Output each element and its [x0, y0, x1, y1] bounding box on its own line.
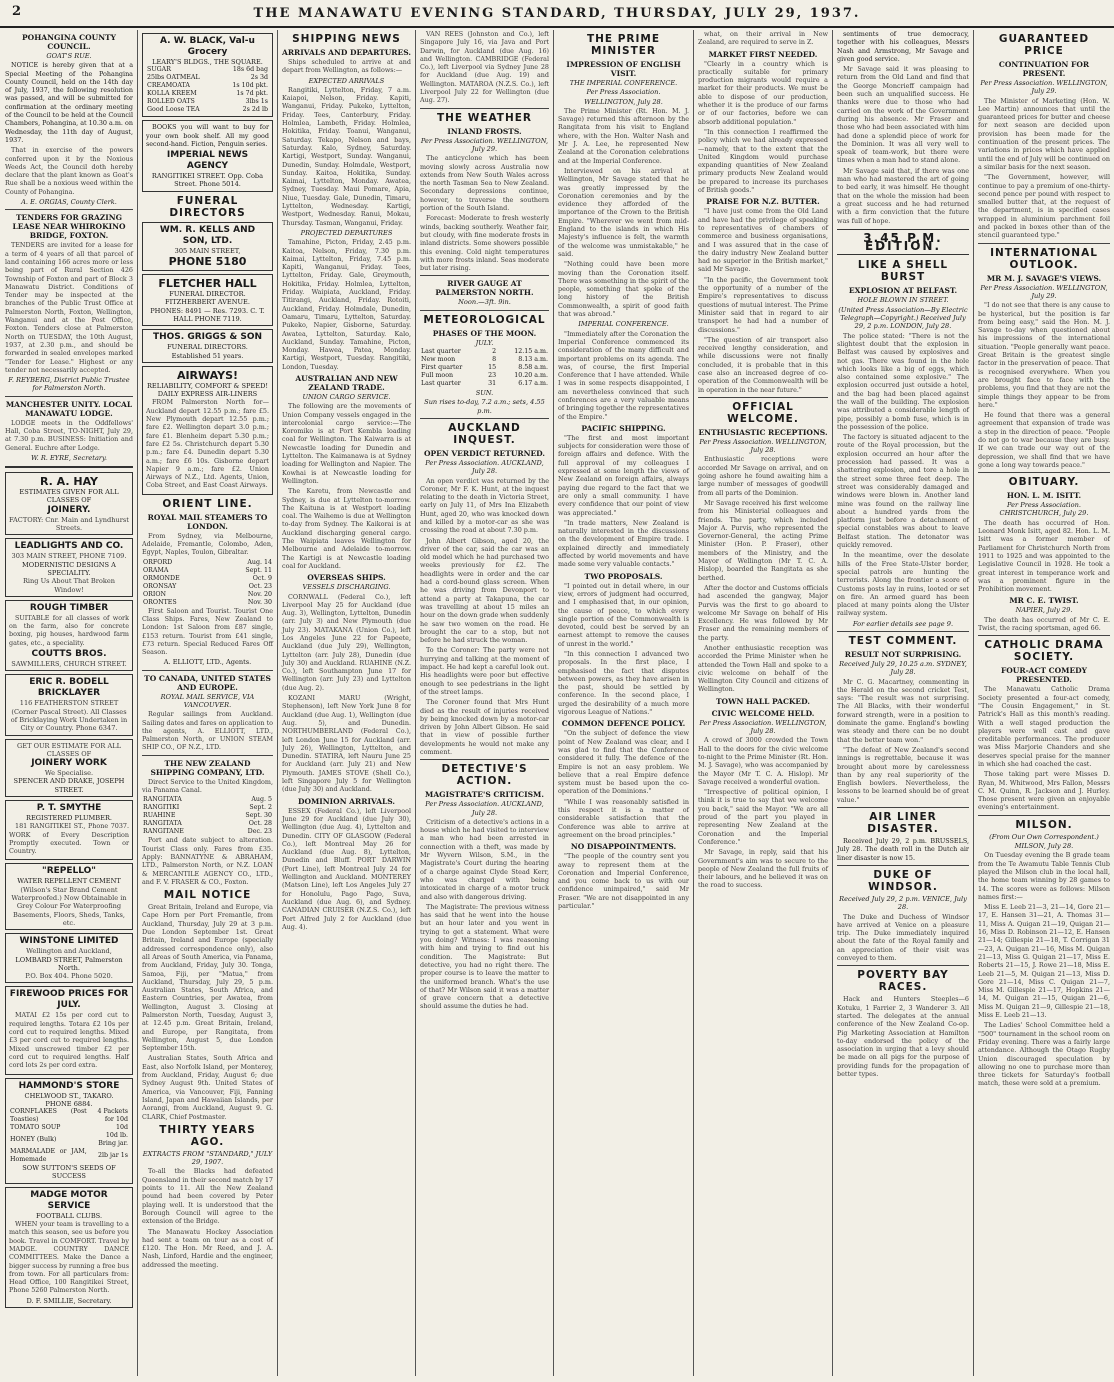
prime-heading: THE PRIME MINISTER — [586, 33, 661, 57]
seeds-slogan: SOW SUTTON'S SEEDS OF SUCCESS — [22, 1164, 116, 1181]
tenders-heading: TENDERS FOR GRAZING LEASE NEAR WHIROKINO BRIDGE, FOXTON. — [12, 213, 126, 241]
continuation-heading: CONTINUATION FOR PRESENT. — [998, 60, 1090, 78]
table-row — [420, 364, 549, 372]
overseas-heading: OVERSEAS SHIPS. — [307, 573, 386, 583]
kells-address: 305 MAIN STREET, — [174, 246, 241, 255]
ship-name: RUAHINE — [143, 812, 176, 820]
griggs-established: Established 51 years. — [171, 351, 244, 360]
hammond-phone: PHONE 6884. — [45, 1099, 93, 1108]
ship-name: RANGITANE — [143, 828, 184, 836]
item-price: 10d — [115, 1124, 128, 1132]
sentiments-text: sentiments of true democracy, together with his colleagues, Messrs Nash and Armstrong, Mr Savage and given good service. — [837, 30, 969, 63]
moon-phase: Full moon — [421, 372, 454, 380]
inquest-sub: OPEN VERDICT RETURNED. — [423, 448, 546, 458]
column-5: THE PRIME MINISTER IMPRESSION OF ENGLISH VISIT. THE IMPERIAL CONFERENCE. Per Press Association. WELLINGTON, July 28. The Prime Minister (Rt. Hon. M. J. Savage) returned this afternoon by the Rangitata from his visit to England where, with the Hon. Walter Nash and Mr J. A. Lee, he represented New Zealand at the Coronation celebrations and at the Imperial Conference. Interviewed on his arrival at Wellington, Mr Savage stated that he was greatly impressed by the Coronation ceremonies and by the evidence they afforded of the importance of the Crown to the British Empire. "Wherever we went from mid-England to the islands in which His Majesty's influence is felt, the warmth of the welcome was unmistakable," he said. "Nothing could have been more moving than the Coronation itself. There was something in the spirit of the people, something that spoke of the long history of the British Commonwealth, a spirit of good faith that was abroad." IMPERIAL CONFERENCE. "Immediately after the Coronation the Imperial Conference commenced its consideration of the many difficult and important problems on its agenda. The was, of course, the first Imperial Conference that I have attended. While I was in some respects disappointed, I am nevertheless convinced that such conferences are a very valuable means of bringing together the representatives of the Empire." PACIFIC SHIPPING. "The first and most important subjects for consideration were those of foreign affairs and defence. With the full approval of my colleagues I expressed at some length the views of New Zealand on foreign affairs, always paying due regard to the fact that we are only a small community. I have every confidence that our point of view was appreciated." "In trade matters, New Zealand is naturally interested in the discussions on the development of Empire trade. I explained directly and immediately affected by world movements and have made some very valuable contacts." TWO PROPOSALS. "I pointed out in detail where, in our view, errors of judgment had occurred, and I emphasised that, in our opinion, the cause of peace, to which every single portion of the Commonwealth is devoted, could best be served by an earnest attempt to remove the causes of unrest in the world." "In this connection I advanced two proposals. In the first place, I emphasised the fact that disputes between powers, as they have arisen in the past, should be settled by conference. In the second place, I urged the desirability of a much more vigorous League of Nations." COMMON DEFENCE POLICY. "On the subject of defence the view point of New Zealand was clear, and I was glad to find that the Conference considered it fully. The defence of the Empire is not an easy problem. We believe that a real Empire defence system must be based upon the co-operation of the Dominions." "While I was reasonably satisfied in this respect it is a matter of considerable satisfaction that the Conference was able to arrive at agreement on the broad principles." NO DISAPPOINTMENTS. "The people of the country sent you away to represent them at the Coronation and Imperial Conference, and you come back to us with our confidence unimpaired," said Mr Fraser. "We are not disappointed in any particular." — [558, 33, 689, 911]
savage-views-heading: MR M. J. SAVAGE'S VIEWS. — [986, 273, 1102, 283]
dateline: WELLINGTON, July 28. — [584, 97, 663, 106]
item-price: 3lbs 1s — [245, 98, 268, 106]
column-3: SHIPPING NEWS ARRIVALS AND DEPARTURES. Ships scheduled to arrive at and depart from Wellington, as follows:— EXPECTED ARRIVALS Rangitiki, Lyttelton, Friday, 7 a.m. Kaiapoi, Nelson, Friday. Kapiti, Wanganui, Friday. Pukeko, Lyttelton, Friday. Tees, Canterbury, Friday. Holmlea, Lambeth, Friday. Holmlea, Hokitika, Friday. Toanui, Wanganui, Saturday. Tekapo, Nelson and bays, Saturday. Kalo, Sydney, Saturday. Kartigi, Westport, Sunday. Wanganui, Dunedin, Sunday. Holmdale, Westport, Sunday. Kaitoa, Hokitika, Sunday. Kaimai, Lyttelton, Monday. Awatea, Sydney, Tuesday. Maui Pomare, Apia, Niue, Tuesday. Gale, Dunedin, Timaru, Lyttelton, Wednesday. Kartigi, Westport, Wednesday. Ranui, Mokau, Thursday. Tasman, Wanganui, Friday. PROJECTED DEPARTURES Tamahine, Picton, Friday, 2.45 p.m. Kaitoa, Nelson, Friday, 7.30 p.m. Kaimai, Lyttelton, Friday, 7.45 p.m. Kapiti, Wanganui, Friday. Tees, Lyttelton, Friday. Gale, Greymouth, Hokitika, Friday. Holmlea, Lyttelton, Friday. Waipiata, Auckland, Friday. Titirangi, Auckland, Friday. Rotoiti, Auckland, Friday. Holmdale, Dunedin, Oamaru, Timaru, Lyttelton, Saturday. Pukeko, Napier, Gisborne, Saturday. Awatea, Lyttelton, Saturday. Kalo, Auckland, Sunday. Tamahine, Picton, Monday. Hawea, Patea, Monday. Kartigi, Westport, Tuesday. Rangitiki, London, Tuesday. AUSTRALIAN AND NEW ZEALAND TRADE. UNION CARGO SERVICE. The following are the movements of Union Company vessels engaged in the intercolonial cargo service:—The Koromiko is at Port Kembla loading coal for Wellington. The Kaiwarra is at Newcastle loading for Dunedin and Lyttelton. The Kaimanawa is at Sydney loading for Wellington and Napier. The Kowhai is at Newcastle loading for Wellington. The Karetu, from Newcastle and Sydney, is due at Lyttelton to-morrow. The Kaituna is at Westport loading coal. The Waihemo is due at Wellington to-day from Sydney. The Kaikorai is at Auckland discharging general cargo. The Waipiata leaves Wellington for Melbourne and Adelaide to-morrow. The Kartigi is at Newcastle loading coal for Auckland. OVERSEAS SHIPS. VESSELS DISCHARGING. CORNWALL (Federal Co.), left Liverpool May 25 for Auckland (due Aug. 3), Wellington, Lyttelton, Dunedin (arr. July 3) and New Plymouth (due July 23). MATAKANA (Union Co.), left Los Angeles June 22 for Papeete, Auckland (due July 29), Wellington, Lyttelton (arr. July 28), Dunedin (due July 30) and Auckland. RUAHINE (N.Z. Co.), left Southampton June 17 for Wellington (arr. July 23) and Lyttelton (due Aug. 2). KOZANI MARU (Wright, Stephenson), left New York June 8 for Auckland (due Aug. 1), Wellington (due Aug. 5), and Dunedin. NORTHUMBERLAND (Federal Co.), left London June 15 for Auckland (arr. July 26), Wellington, Lyttelton, and Dunedin. STATIRA, left Nauru June 25 for Auckland (arr. July 21) and New Plymouth. JAMES STOVE (Shell Co.), left Singapore July 5 for Wellington (due July 30) and Auckland. DOMINION ARRIVALS. ESSEX (Federal Co.), left Liverpool June 29 for Auckland (due July 30), Wellington (due Aug. 4), Lyttelton and Dunedin. CITY OF GLASGOW (Federal Co.), left Montreal May 26 for Auckland (due Aug. 8), Lyttelton, Dunedin and Bluff. PORT DARWIN (Port Line), left Montreal July 24 for Wellington and Auckland. MONTEREY (Matson Line), left Los Angeles July 27 for Honolulu, Pago Pago, Suva, Auckland (due Aug. 6), and Sydney. CANADIAN CRUISER (N.Z.S. Co.), left Port Alfred July 2 for Auckland (due Aug. 4). — [282, 33, 412, 931]
repello-name: "REPELLO" — [42, 866, 96, 877]
table-row — [142, 559, 273, 567]
smythe-trade: REGISTERED PLUMBER. — [25, 814, 113, 822]
ship-name: ORFORD — [143, 558, 173, 566]
bricklayer-title: BRICKLAYER — [37, 688, 101, 699]
column-rule — [415, 30, 416, 1376]
list-item — [9, 1124, 129, 1132]
council-sign: A. E. ORGIAS, County Clerk. — [21, 198, 117, 207]
masthead — [0, 0, 1114, 28]
table-row — [142, 591, 273, 599]
dominion-heading: DOMINION ARRIVALS. — [297, 796, 396, 806]
item-name: HONEY (Bulk) — [10, 1136, 57, 1144]
test-heading: TEST COMMENT. — [848, 635, 958, 647]
hammond-sub: CHELWOOD ST., TAKARO. — [24, 1091, 114, 1100]
hammond-name: HAMMOND'S STORE — [18, 1080, 120, 1091]
item-price: 1s 7d pkt. — [236, 90, 268, 98]
unity-heading: MANCHESTER UNITY. LOCAL MANAWATU LODGE. — [5, 399, 133, 418]
sail-date: Oct. 28 — [248, 820, 272, 828]
elliott-agents: A. ELLIOTT, LTD., Agents. — [163, 658, 252, 667]
no-disappointments-heading: NO DISAPPOINTMENTS. — [570, 842, 677, 852]
ship-name: ORONSAY — [143, 582, 177, 590]
imperial-agency: IMPERIAL NEWS AGENCY — [166, 150, 249, 172]
guaranteed-heading: GUARANTEED PRICE — [998, 33, 1090, 57]
arrivals-heading: ARRIVALS AND DEPARTURES. — [282, 48, 412, 57]
airways-sub: RELIABILITY, COMFORT & SPEED! DAILY EXPRESS AIR-LINERS — [146, 381, 269, 399]
two-proposals-heading: TWO PROPOSALS. — [584, 571, 663, 581]
town-hall-heading: TOWN HALL PACKED. — [715, 696, 811, 706]
table-row — [142, 583, 273, 591]
river-heading: RIVER GAUGE AT PALMERSTON NORTH. — [435, 279, 534, 298]
council-heading: POHANGINA COUNTY COUNCIL. — [22, 33, 116, 51]
milson-heading: MILSON. — [1015, 818, 1073, 831]
mail-heading: MAIL NOTICE — [163, 889, 252, 902]
orient-sub: ROYAL MAIL STEAMERS TO LONDON. — [147, 512, 268, 531]
madge-name: MADGE MOTOR SERVICE — [30, 1189, 108, 1211]
praise-heading: PRAISE FOR N.Z. BUTTER. — [706, 197, 820, 207]
madge-sub: FOOTBALL CLUBS. — [35, 1211, 103, 1220]
shipping-heading: SHIPPING NEWS — [292, 33, 401, 45]
table-row — [142, 820, 273, 828]
hay-line: ESTIMATES GIVEN FOR ALL CLASSES OF — [19, 488, 119, 505]
hay-name: R. A. HAY — [39, 475, 99, 489]
funeral-heading: FUNERAL DIRECTORS — [169, 194, 246, 219]
vessels-heading: VESSELS DISCHARGING. — [302, 583, 391, 592]
list-item — [146, 106, 269, 114]
pacific-heading: PACIFIC SHIPPING. — [581, 423, 666, 433]
table-row — [142, 828, 273, 836]
unity-sign: W. R. EYRE, Secretary. — [31, 453, 107, 462]
sail-date: Dec. 23 — [247, 828, 272, 836]
moon-phase: First quarter — [421, 364, 463, 372]
table-row — [142, 812, 273, 820]
edition-banner: 3.45 P.M. EDITION. — [837, 229, 969, 256]
table-row — [142, 804, 273, 812]
nzshipping-heading: THE NEW ZEALAND SHIPPING COMPANY, LTD. — [150, 758, 265, 777]
fletcher-name: FLETCHER HALL — [158, 277, 257, 291]
imperial-agency-sub: RANGITIKEI STREET. Opp. Coba Street. Phone 5014. — [151, 172, 264, 189]
moon-day: 31 — [488, 380, 497, 388]
moon-phase: New moon — [421, 356, 456, 364]
fletcher-phones: PHONES: 8491 — Res. 7293. C. T. HALL PHONE 7119. — [150, 306, 265, 323]
impression-heading: IMPRESSION OF ENGLISH VISIT. — [566, 60, 681, 78]
twist-heading: MR C. E. TWIST. — [1009, 596, 1079, 606]
item-price: 10d lb. Bring jar. — [98, 1132, 128, 1148]
sail-date: Sept. 11 — [245, 566, 272, 574]
page-number: 2 — [12, 4, 22, 19]
table-row — [420, 380, 549, 388]
sail-date: Aug. 5 — [251, 796, 272, 804]
column-rule — [137, 30, 138, 1376]
moon-phases-table — [420, 348, 549, 388]
sun-times: Sun rises to-day, 7.2 a.m.; sets, 4.55 p.m. — [424, 398, 545, 415]
orient-heading: ORIENT LINE. — [162, 497, 253, 510]
table-row — [142, 575, 273, 583]
sail-date: Nov. 20 — [247, 590, 272, 598]
air-heading: AIR LINER DISASTER. — [867, 811, 939, 836]
council-notice: NOTICE is hereby given that at a Special Meeting of the Pohangina County Council, held on the 14th day of July, 1937, the following resolution was passed, and will be submitted for confirmation at the ordinary meeting of the Council to be held at the Council Chambers, Pohangina, at 10.30 a.m. on Wednesday, the 11th day of August, 1937. — [5, 61, 133, 144]
column-rule — [693, 30, 694, 1376]
imperial-conference-heading: THE IMPERIAL CONFERENCE. — [569, 79, 678, 87]
firewood-name: FIREWOOD PRICES FOR JULY. — [9, 989, 129, 1011]
ship-name: RANGITIKI — [143, 804, 180, 812]
black-sub: LEARY'S BLDGS., THE SQUARE. — [152, 58, 263, 66]
hole-heading: HOLE BLOWN IN STREET. — [857, 296, 949, 305]
griggs-name: THOS. GRIGGS & SON — [152, 332, 263, 343]
hay-trade: JOINERY. — [47, 504, 91, 515]
canada-sub: ROYAL MAIL SERVICE, VIA VANCOUVER. — [160, 692, 255, 709]
table-row — [420, 356, 549, 364]
ship-name: ORION — [143, 590, 167, 598]
poverty-bay-heading: POVERTY BAY RACES. — [857, 969, 949, 994]
column-rule — [832, 30, 833, 1376]
kells-name: WM. R. KELLS AND SON, LTD. — [159, 224, 256, 246]
item-name: TOMATO SOUP — [10, 1124, 61, 1132]
item-name: Good Loose TEA — [147, 106, 200, 114]
hammond-price-list — [9, 1108, 129, 1164]
item-name: MARMALADE or JAM, Homemade — [10, 1148, 87, 1164]
fletcher-sub: FUNERAL DIRECTOR. FITZHERBERT AVENUE. — [165, 290, 250, 307]
list-item — [146, 90, 269, 98]
thirty-heading: THIRTY YEARS AGO. — [159, 1123, 256, 1148]
list-item — [146, 82, 269, 90]
newspaper-title: THE MANAWATU EVENING STANDARD, THURSDAY, JULY 29, 1937. — [253, 5, 861, 21]
griggs-sub: FUNERAL DIRECTORS. — [167, 343, 248, 352]
item-name: 25lbs OATMEAL — [147, 74, 200, 82]
item-price: 4 Packets for 10d — [97, 1108, 128, 1124]
sail-date: Nov. 30 — [247, 598, 272, 606]
grocery-price-list — [146, 66, 269, 114]
market-heading: MARKET FIRST NEEDED. — [708, 49, 818, 59]
winstone-sub: LOMBARD STREET, Palmerston North. — [15, 955, 123, 972]
shell-burst-heading: LIKE A SHELL BURST — [857, 259, 949, 284]
tenders-sign: F. REYBERG, District Public Trustee for Palmerston North. — [8, 376, 130, 393]
item-price: 2s 2d lb — [242, 106, 268, 114]
expected-heading: EXPECTED ARRIVALS — [308, 76, 385, 85]
common-defence-heading: COMMON DEFENCE POLICY. — [561, 719, 686, 729]
council-subheading: GOAT'S RUE. — [46, 52, 92, 60]
airways-title: AIRWAYS! — [176, 368, 239, 382]
moon-time: 8.58 a.m. — [518, 364, 548, 372]
windsor-heading: DUKE OF WINDSOR. — [868, 868, 938, 893]
sun-label: SUN. — [475, 389, 494, 398]
moon-month: JULY. — [475, 338, 494, 347]
black-name: A. W. BLACK, Val-u Grocery — [160, 36, 255, 57]
sail-date: Sept. 2 — [249, 804, 272, 812]
item-name: CREAMOATA — [147, 82, 190, 90]
detective-heading: DETECTIVE'S ACTION. — [441, 763, 528, 788]
moon-day: 23 — [488, 372, 497, 380]
list-item — [146, 66, 269, 74]
list-item — [9, 1132, 129, 1148]
ship-name: RANGITATA — [143, 820, 182, 828]
nzshipping-sailings — [142, 796, 273, 836]
sail-date: Oct. 9 — [252, 574, 272, 582]
ship-name: ORONTES — [143, 598, 177, 606]
detective-sub: MAGISTRATE'S CRITICISM. — [425, 790, 544, 800]
moon-time: 8.13 a.m. — [518, 356, 548, 364]
union-heading: UNION CARGO SERVICE. — [302, 392, 391, 401]
smythe-name: P. T. SMYTHE — [36, 803, 102, 813]
phases-heading: PHASES OF THE MOON. — [432, 328, 537, 338]
item-price: 1s 10d pkt. — [232, 82, 268, 90]
item-name: SUGAR — [147, 66, 171, 74]
bodell-name: ERIC R. BODELL — [29, 677, 109, 688]
projected-heading: PROJECTED DEPARTURES — [300, 228, 393, 237]
official-welcome-heading: OFFICIAL WELCOME. — [727, 400, 799, 425]
table-row — [420, 372, 549, 380]
list-item — [146, 74, 269, 82]
table-row — [142, 599, 273, 607]
item-price: 2s 3d — [250, 74, 268, 82]
civic-heading: CIVIC WELCOME HELD. — [711, 708, 815, 718]
winstone-name: WINSTONE LIMITED — [19, 936, 119, 947]
column-6: what, on their arrival in New Zealand, are required to serve in Z. MARKET FIRST NEEDED. "Clearly in a country which is practically suitable for primary production migrants would require a market for their products. We must be able to dispose of our production, whether it is the produce of our farms or of our factories, before we can absorb additional population." "In this connection I reaffirmed the policy which we had already expressed—namely, that to the extent that the United Kingdom would purchase expanding quantities of New Zealand primary products New Zealand would be prepared to increase its purchases of British goods." PRAISE FOR N.Z. BUTTER. "I have just come from the Old Land and have had the privilege of speaking to representatives of chambers of commerce and business organisations, and I was assured that in the case of the dairy industry New Zealand butter had no superior in the British market," said Mr Savage. "In the pacific, the Government took the opportunity of a number of the Empire's representatives to discuss questions of mutual interest. The Prime Minister said that in regard to air transport he had had a number of discussions." "The question of air transport also received lengthy consideration, and while discussions were not finally concluded, it is probable that in this case also an increased degree of co-operation of the Commonwealth will be in operation in the near future." OFFICIAL WELCOME. ENTHUSIASTIC RECEPTIONS. Per Press Association. WELLINGTON, July 28. Enthusiastic receptions were accorded Mr Savage on arrival, and on going ashore he found awaiting him a large number of messages of goodwill from all parts of the Dominion. Mr Savage received his first welcome from his Ministerial colleagues and friends. The party, which included Major A. Purvis, who represented the Governor-General, the acting Prime Minister (Hon. P. Fraser), other members of the Ministry, and the Mayor of Wellington (Mr T. C. A. Hislop), boarded the Rangitata as she berthed. After the doctor and Customs officials had ascended the gangway, Major Purvis was the first to go aboard to welcome Mr Savage on behalf of His Excellency. He was followed by Mr Fraser and the remaining members of the party. Another enthusiastic reception was accorded the Prime Minister when he attended the Town Hall and spoke to a civic welcome on behalf of the Wellington City Council and citizens of Wellington. TOWN HALL PACKED. CIVIC WELCOME HELD. Per Press Association. WELLINGTON, July 28. A crowd of 3000 crowded the Town Hall to the doors for the civic welcome to-night to the Prime Minister (Rt. Hon. M. J. Savage), who was accompanied by the Mayor (Mr T. C. A. Hislop). Mr Savage received a wonderful ovation. "Irrespective of political opinion, I think it is true to say that we welcome you back," said the Mayor. "We are all proud of the part you played in representing New Zealand at the Coronation and the Imperial Conference." Mr Savage, in reply, said that his Government's aim was to secure to the people of New Zealand the full fruits of their labours, and he believed it was on the road to success. — [698, 30, 828, 890]
madge-sign: D. F. SMILLIE, Secretary. — [26, 1296, 112, 1305]
leadlights-name: LEADLIGHTS AND CO. — [14, 541, 124, 552]
australian-heading: AUSTRALIAN AND NEW ZEALAND TRADE. — [295, 373, 398, 392]
moon-time: 12.15 a.m. — [514, 348, 548, 356]
air-body: Received July 29, 2 p.m. BRUSSELS, July 28. The death roll in the Dutch air liner disaster is now 15. — [837, 837, 969, 862]
ship-name: ORAMA — [143, 566, 169, 574]
canada-heading: TO CANADA, UNITED STATES AND EUROPE. — [144, 673, 271, 692]
moon-phase: Last quarter — [421, 380, 461, 388]
joinery-work: JOINERY WORK — [31, 758, 107, 769]
timber-name: ROUGH TIMBER — [29, 602, 109, 613]
weather-heading: THE WEATHER — [436, 111, 533, 124]
list-item — [146, 98, 269, 106]
milson-sub: (From Our Own Correspondent.) — [989, 832, 1099, 841]
moon-time: 6.17 a.m. — [518, 380, 548, 388]
column-8: GUARANTEED PRICE CONTINUATION FOR PRESENT. Per Press Association. WELLINGTON, July 29. The Minister of Marketing (Hon. W. Lee Martin) announces that until the guaranteed prices for butter and cheese for next season are decided upon provision has been made for the continuation of the present prices. The variations in prices which have applied until the end of July will be continued on a similar basis for the next season. "The Government, however, will continue to pay a premium of one-thirty-second pence per pound with respect to smalled butter that, at the request of the department, is in specified cases wrapped in aluminium parchment foil and packed in boxes other than of the stencil guaranteed type." INTERNATIONAL OUTLOOK. MR M. J. SAVAGE'S VIEWS. Per Press Association. WELLINGTON, July 29. "I do not see that there is any cause to be hysterical, but the position is far from being easy," said the Hon. M. J. Savage to-day when questioned about his impressions of the international situation. "People generally want peace. Great Britain is the greatest single factor in the preservation of peace. That is recognised everywhere. When you are brought face to face with the problems, you find that they are not the simple things they appear to be from here." He found that there was a general agreement that expansion of trade was a step in the direction of peace. "People do not go to war because they are busy. If we can trade our way out of the depression, we shall find that we have gone a long way towards peace." OBITUARY. HON. L. M. ISITT. Per Press Association. CHRISTCHURCH, July 29. The death has occurred of Hon. Leonard Monk Isitt, aged 82. Hon. L. M. Isitt was a former member of Parliament for Christchurch North from 1911 to 1925 and was appointed to the Legislative Council in 1928. He took a great interest in temperance work and was a prominent figure in the Prohibition movement. MR C. E. TWIST. NAPIER, July 29. The death has occurred of Mr C. E. Twist, the racing sportsman, aged 66. CATHOLIC DRAMA SOCIETY. FOUR-ACT COMEDY PRESENTED. The Manawatu Catholic Drama Society presented a four-act comedy, "The Cousin Engagement," in St. Patrick's Hall as this month's reading. With a well staged production the players were well cast and gave creditable performances. The producer was Miss Marjorie Chanders and she deserves special praise for the manner in which she had coached the cast. Those taking part were Misses D. Ryan, M. Whitwood, Mrs Fallon, Messrs C. M. Quinn, R. Jackson and J. Hurley. Those present were given an enjoyable evening's entertainment. MILSON. (From Our Own Correspondent.) MILSON, July 28. On Tuesday evening the B grade team from the Te Awamutu Table Tennis Club played the Milson club in the local hall, the home team winning by 28 games to 14. The scores were as follows: Milson names first:— Miss E. Leeb 21—3, 21—14, Gore 21—17, E. Hansen 31—21, A. Thomas 31—11, Miss A. Quigan 21—19, Quigan 21—16, Miss D. Robinson 21—12, E. Hansen 21—14; Gillespie 21—18, T. Corrigan 31—23, A. Quigan 21—16, Miss M. Quigan 21—13, Miss G. Quigan 21—17, Miss E. Roberts 21—15, J. Rowe 21—18, Miss E. Leeb 21—5, M. Quigan 21—13, Miss D. Gore 21—14, Miss C. Quigan 21—7, Miss M. Gillespie 21—17, Hopkins 21—14, M. Quigan 21—15, Quigan 21—6, Miss M. Quigan 21—9, Gillespie 21—18, Miss E. Leeb 21—13. The Ladies' School Committee held a "500" tournament in the school room on Friday evening. There was a fairly large attendance. Although the Otago Rugby Union discouraged speculation by allowing no one to purchase more than three tickets for Saturday's football match, these were sold at a premium. — [978, 33, 1110, 1088]
books-ad: BOOKS you will want to buy for your own book shelf. All my good second-hand. Fiction, Penguin series. — [146, 123, 269, 148]
leadlights-sub: MODERNISTIC DESIGNS A SPECIALITY. — [22, 560, 116, 577]
moon-day: 2 — [492, 348, 497, 356]
frosts-heading: INLAND FROSTS. — [447, 126, 522, 136]
kells-phone: PHONE 5180 — [168, 255, 247, 269]
table-row — [420, 348, 549, 356]
thirty-sub: EXTRACTS FROM "STANDARD," JULY 29, 1907. — [142, 1149, 273, 1167]
item-name: ROLLED OATS — [147, 98, 195, 106]
met-heading: METEOROLOGICAL — [423, 313, 546, 326]
column-rule — [277, 30, 278, 1376]
test-sub: RESULT NOT SURPRISING. — [844, 650, 962, 659]
moon-day: 15 — [488, 364, 497, 372]
column-1: POHANGINA COUNTY COUNCIL. GOAT'S RUE. NOTICE is hereby given that at a Special Meeting of the Pohangina County Council, held on the 14th day of July, 1937, the following resolution was passed, and will be submitted for confirmation at the ordinary meeting of the Council to be held at the Council Chambers, Pohangina, at 10.30 a.m. on Wednesday, the 11th day of August, 1937. That in exercise of the powers conferred upon it by the Noxious Weeds Act, the Council doth hereby declare that the plant known as Goat's Rue shall be a noxious weed within the County of Pohangina. A. E. ORGIAS, County Clerk. TENDERS FOR GRAZING LEASE NEAR WHIROKINO BRIDGE, FOXTON. TENDERS are invited for a lease for a term of 4 years of all that parcel of land containing 166 acres more or less being part of Rural Section 426 Township of Foxton and part of Block 3 Manawatu District. Conditions of Tender may be inspected at the branches of the Public Trust Office at Palmerston North, Foxton, Wellington, Wanganui and at the Post Office, Foxton. Tenders close at Palmerston North on TUESDAY, the 10th August, 1937, at 2.30 p.m., and should be forwarded in sealed envelopes marked "Tender for Lease." Highest or any tender not necessarily accepted. F. REYBERG, District Public Trustee for Palmerston North. MANCHESTER UNITY. LOCAL MANAWATU LODGE. LODGE meets in the Oddfellows' Hall, Coba Street, TO-NIGHT, July 29, at 7.30 p.m. BUSINESS: Initiation and General. Euchre after Lodge. W. R. EYRE, Secretary. R. A. HAY ESTIMATES GIVEN FOR ALL CLASSES OF JOINERY. FACTORY: Cnr. Main and Lyndhurst Streets. LEADLIGHTS AND CO. 303 MAIN STREET, PHONE 7109. MODERNISTIC DESIGNS A SPECIALITY. Ring Us About That Broken Window! ROUGH TIMBER SUITABLE for all classes of work on the farm, also for concrete boxing, pig houses, hardwood farm gates, etc., a speciality. COUTTS BROS. SAWMILLERS, CHURCH STREET. ERIC R. BODELL BRICKLAYER 116 FEATHERSTON STREET (Corner Pascal Street). All Classes of Bricklaying Work Undertaken in City or Country. Phone 6347. GET OUR ESTIMATE FOR ALL CLASSES OF JOINERY WORK We Specialise. SPENCER AND DRAKE, JOSEPH STREET. P. T. SMYTHE REGISTERED PLUMBER. 181 RANGITIKEI ST., Phone 7037. WORK of Every Description Promptly executed. Town or Country. "REPELLO" WATER REPELLENT CEMENT (Wilson's Star Brand Cement Waterproofed.) Now Obtainable in Grey Colour For Waterproofing Basements, Floors, Sheds, Tanks, etc. WINSTONE LIMITED Wellington and Auckland, LOMBARD STREET, Palmerston North. P.O. Box 404. Phone 5020. FIREWOOD PRICES FOR JULY. MATAI £2 15s per cord cut to required lengths. Totara £2 10s per cord cut to required lengths. Mixed £3 per cord cut to required lengths. Mixed unscrewed timber £2 per cord cut to required lengths. Half cord lots 2s per cord extra. HAMMOND'S STORE CHELWOOD ST., TAKARO. PHONE 6884. CORNFLAKES (Post Toasties) 4 Packets for 10d TOMATO SOUP 10d HONEY (Bulk) 10d lb. Bring jar. MARMALADE or JAM, Homemade 2lb jar 1s SOW SUTTON'S SEEDS OF SUCCESS MADGE MOTOR SERVICE FOOTBALL CLUBS. WHEN your team is travelling to a match this season, see us before you book. Travel in COMFORT. Travel by MADGE. COUNTRY DANCE COMMITTEES. Make the Dance a bigger success by running a free bus from town. For all particulars from: Head Office, 100 Rangitikei Street, Phone 5260 Palmerston North. D. F. SMILLIE, Secretary. — [2, 30, 136, 1376]
list-item — [9, 1148, 129, 1164]
moon-day: 8 — [492, 356, 497, 364]
list-item — [9, 1108, 129, 1124]
earlier-details: For earlier details see page 9. — [852, 619, 954, 628]
item-name: KOLLA KREEM — [147, 90, 197, 98]
column-rule — [553, 30, 554, 1376]
ship-name: ORMONDE — [143, 574, 180, 582]
sail-date: Aug. 14 — [247, 558, 272, 566]
enthusiastic-heading: ENTHUSIASTIC RECEPTIONS. — [698, 427, 828, 437]
repello-sub: WATER REPELLENT CEMENT — [17, 877, 121, 886]
belfast-heading: EXPLOSION AT BELFAST. — [848, 286, 958, 296]
item-price: 18s 6d bag — [232, 66, 268, 74]
sail-date: Oct. 23 — [248, 582, 272, 590]
outlook-heading: INTERNATIONAL OUTLOOK. — [990, 246, 1098, 271]
ship-name: RANGITATA — [143, 796, 182, 804]
orient-sailings — [142, 559, 273, 607]
sail-date: Sept. 30 — [245, 812, 272, 820]
table-row — [142, 567, 273, 575]
coutts-name: COUTTS BROS. — [31, 649, 107, 660]
river-value: Noon.—3ft. 9in. — [458, 298, 511, 307]
column-7: sentiments of true democracy, together with his colleagues, Messrs Nash and Armstrong, Mr Savage and given good service. Mr Savage said it was pleasing to return from the Old Land and find that the George Moncrieff campaign had been such an unqualified success. He thanks were due to those who had carried on the work of the Government during his absence. Mr Fraser and those who had been associated with him had done a splendid piece of work for the Dominion. It was all very well to speak of team-work, but there were times when a man had to stand alone. Mr Savage said that, if there was one man who had mastered the art of going to bed early, it was himself. He thought that on the whole the mission had been a great success and he had returned with a firm conviction that the future was full of hope. 3.45 P.M. EDITION. LIKE A SHELL BURST EXPLOSION AT BELFAST. HOLE BLOWN IN STREET. (United Press Association—By Electric Telegraph—Copyright.) Received July 29, 2 p.m. LONDON, July 28. The police stated: "There is not the slightest doubt that the explosion in Belfast was caused by explosives and not gas. There was found in the hole which looks like a big of eggs, which also contained some explosive." The explosion occurred just outside a hotel, and the bag had been placed against the wall of the building. The explosion was attributed a considerable length of pipe, possibly a bomb fuse, which is in the possession of the police. The factory is situated adjacent to the route of the Royal procession, but the explosion occurred an hour after the procession had passed. It was a shattering explosion, and tore a hole in the street some three feet deep. The street was considerably damaged and windows were blown in. Another land mine was found on the railway line about a hundred yards from the platform just before a detachment of special constables was about to leave Belfast station. The detonator was quickly removed. In the meantime, over the desolate hills of the Free State-Ulster border, special patrols are hunting the terrorists. Along the frontier a score of Customs posts lay in ruins, looted or set on fire. An armed guard has been placed at many points along the Ulster railway system. For earlier details see page 9. TEST COMMENT. RESULT NOT SURPRISING. Received July 29, 10.25 a.m. SYDNEY, July 28. Mr C. G. Macartney, commenting in the Herald on the second cricket Test, says: "The result was not surprising. The All Blacks, with their wonderful forward strength, were in a position to dominate the game. England's bowling was steady and there can be no doubt that the better team won." "The defeat of New Zealand's second innings is regrettable, because it was brought about more by carelessness than by any real superiority of the English bowlers. Nevertheless, the lessons to be learned should be of great value." AIR LINER DISASTER. Received July 29, 2 p.m. BRUSSELS, July 28. The death roll in the Dutch air liner disaster is now 15. DUKE OF WINDSOR. Received July 29, 2 p.m. VENICE, July 28. The Duke and Duchess of Windsor have arrived at Venice on a pleasure trip. The Duke immediately inquired about the fate of the Royal family and an appreciation of their visit was conveyed to them. POVERTY BAY RACES. Hack and Hunters Steeples—6 Kotuku, 1 Farrier 2, 3 Wanderer 3. All started. The delegates at the annual conference of the New Zealand Co-op. Pig Marketing Association at Hamilton to-day endorsed the policy of the association in urging that a levy should be made on all pigs for the purpose of providing funds for the propagation of better types. — [837, 30, 969, 1078]
column-4: VAN REES (Johnston and Co.), left Singapore July 16, via Java and Port Darwin, for Auckland (due Aug. 16) and Wellington. CAMBRIDGE (Federal Co.), left Liverpool via Sydney June 28 for Auckland (due Aug. 19) and Wellington. MATAROA (N.Z.S. Co.), left Liverpool July 22 for Wellington (due Aug. 27). THE WEATHER INLAND FROSTS. Per Press Association. WELLINGTON, July 29. The anticyclone which has been moving slowly across Australia now extends from New South Wales across the north Tasman Sea to New Zealand. Secondary depressions continue, however, to traverse the southern portion of the South Island. Forecast: Moderate to fresh westerly winds, backing southerly. Weather fair, but cloudy, with fine moderate frosts in inland districts. Some showers possible this evening. Cold night temperatures with more frosts inland. Seas moderate but later rising. RIVER GAUGE AT PALMERSTON NORTH. Noon.—3ft. 9in. METEOROLOGICAL PHASES OF THE MOON. JULY. Last quarter 2 12.15 a.m. New moon 8 8.13 a.m. First quarter 15 8.58 a.m. Full moon 23 10.20 a.m. Last quarter 31 6.17 a.m. SUN. Sun rises to-day, 7.2 a.m.; sets, 4.55 p.m. AUCKLAND INQUEST. OPEN VERDICT RETURNED. Per Press Association. AUCKLAND, July 28. An open verdict was returned by the Coroner, Mr F. K. Hunt, at the inquest relating to the death in Victoria Street, early on July 11, of Mrs Ina Elizabeth Hunt, aged 20, who was knocked down and killed by a motor-car as she was crossing the road at about 7.30 p.m. John Albert Gibson, aged 20, the driver of the car, said the car was an old model which he had purchased two weeks previously for £2. The headlights were in order and the car had a cord-bound glass screen. When he was driving from Devonport to attend a party at Takapuna, the car was travelling at about 15 miles an hour on the down grade when suddenly he saw two women on the road. He brought the car to a stop, but not before he had struck the woman. To the Coroner: The party were not hurrying and talking at the moment of impact. He had kept a careful look out. His headlights were poor but effective enough to see pedestrians in the light of the street lamps. The Coroner found that Mrs Hunt died as the result of injuries received by being knocked down by a motor-car driven by John Albert Gibson. He said that in view of possible further developments he would not make any comment. DETECTIVE'S ACTION. MAGISTRATE'S CRITICISM. Per Press Association. AUCKLAND, July 28. Criticism of a detective's actions in a house which he had visited to interview a man who had been arrested in connection with a theft, was made by Mr Wyvern Wilson, S.M., in the Magistrate's Court during the hearing of a charge against Clyde Stead Kerr, who was charged with being intoxicated in charge of a motor truck and also with dangerous driving. The Magistrate: The previous witness has said that he went into the house but an hour later and you went in trying to get a statement. What were you doing? Witness: I was reasoning with him and trying to find out his condition. The Magistrate: But detective, you had no right there. The proper course is to leave the matter to the uniformed branch. What's the use of that? Mr Wilson said it was a matter of grave concern that a detective should assume the duties he had. — [420, 30, 549, 1011]
column-rule — [973, 30, 974, 1376]
isitt-heading: HON. L. M. ISITT. — [1006, 491, 1082, 501]
spencer-drake: SPENCER AND DRAKE, JOSEPH STREET. — [13, 777, 125, 794]
comedy-heading: FOUR-ACT COMEDY PRESENTED. — [1000, 666, 1088, 685]
catholic-heading: CATHOLIC DRAMA SOCIETY. — [984, 639, 1104, 664]
item-name: CORNFLAKES (Post Toasties) — [10, 1108, 87, 1124]
table-row — [142, 796, 273, 804]
obituary-heading: OBITUARY. — [1008, 476, 1080, 489]
column-2: A. W. BLACK, Val-u Grocery LEARY'S BLDGS., THE SQUARE. SUGAR 18s 6d bag 25lbs OATMEAL 2s 3d CREAMOATA 1s 10d pkt. KOLLA KREEM 1s 7d pkt. ROLLED OATS 3lbs 1s Good Loose TEA 2s 2d lb BOOKS you will want to buy for your own book shelf. All my good second-hand. Fiction, Penguin series. IMPERIAL NEWS AGENCY RANGITIKEI STREET. Opp. Coba Street. Phone 5014. FUNERAL DIRECTORS WM. R. KELLS AND SON, LTD. 305 MAIN STREET, PHONE 5180 FLETCHER HALL FUNERAL DIRECTOR. FITZHERBERT AVENUE. PHONES: 8491 — Res. 7293. C. T. HALL PHONE 7119. THOS. GRIGGS & SON FUNERAL DIRECTORS. Established 51 years. AIRWAYS! RELIABILITY, COMFORT & SPEED! DAILY EXPRESS AIR-LINERS FROM Palmerston North for—Auckland depart 12.55 p.m.; fare £5. New Plymouth depart 12.55 p.m.; fare £2. Wellington depart 3.0 p.m.; fare £1. Blenheim depart 5.30 p.m.; fare £2 5s. Christchurch depart 5.30 p.m.; fare £4. Dunedin depart 5.30 a.m.; fare £6 10s. Gisborne depart Napier 9 a.m.; fare £2. Union Airways of N.Z., Ltd. Agents, Union, Coba Street, and East Coast Airways. ORIENT LINE. ROYAL MAIL STEAMERS TO LONDON. From Sydney, via Melbourne, Adelaide, Fremantle, Colombo, Aden, Egypt, Naples, Toulon, Gibraltar. ORFORD Aug. 14 ORAMA Sept. 11 ORMONDE Oct. 9 ORONSAY Oct. 23 ORION Nov. 20 ORONTES Nov. 30 First Saloon and Tourist. Tourist One Class Ships. Fares, New Zealand to London: 1st Saloon from £87 single, £153 return. Tourist from £41 single, £73 return. Special Reduced Fares Off Season. A. ELLIOTT, LTD., Agents. TO CANADA, UNITED STATES AND EUROPE. ROYAL MAIL SERVICE, VIA VANCOUVER. Regular sailings from Auckland. Sailing dates and fares on application to the agents, A. ELLIOTT, LTD., Palmerston North, or UNION STEAM SHIP CO., OF N.Z., LTD. THE NEW ZEALAND SHIPPING COMPANY, LTD. Direct Service to the United Kingdom, via Panama Canal. RANGITATA Aug. 5 RANGITIKI Sept. 2 RUAHINE Sept. 30 RANGITATA Oct. 28 RANGITANE Dec. 23 Port and date subject to alteration. Tourist Class only. Fares from £35. Apply: BANNATYNE & ABRAHAM, LTD., Palmerston North, or N.Z. LOAN & MERCANTILE AGENCY CO., LTD., and F. V. FRASER & CO., Foxton. MAIL NOTICE Great Britain, Ireland and Europe, via Cape Horn per Port Fremantle, from Auckland, Thursday, July 29 at 3 p.m. Due London September 1st. Great Britain, Ireland and Europe (specially addressed correspondence only), also all Areas of South America, via Panama, from Auckland, Friday, July 30. Tonga, Samoa, Fiji, per "Matua," from Auckland, Thursday, July 29, 5 p.m. Australian States, South Africa, and Eastern Countries, per Awatea, from Wellington, August 3. Closing at Palmerston North, Tuesday, August 3, at 12.45 p.m. Great Britain, Ireland, and Europe, per Rangitata, from Wellington, August 5, due London September 15th. Australian States, South Africa and East, also Norfolk Island, per Monterey, from Auckland, Friday, August 6; due Sydney August 9th. United States of America, via Vancouver, Fiji, Fanning Island, Japan and Hawaiian Islands, per Aorangi, from Auckland, August 9. G. CLARK, Chief Postmaster. THIRTY YEARS AGO. EXTRACTS FROM "STANDARD," JULY 29, 1907. To-all the Blacks had defeated Queensland in their second match by 17 points to 11. All the New Zealand pound had been covered by Peter playing well. It is understood that the Borough Council will agree to the extension of the Bridge. The Manawatu Hockey Association had sent a team on tour as a cost of £120. The Hon. Mr Reed, and J. A. Nash, Linford, Hardie and the engineer, addressed the meeting. — [139, 30, 276, 1376]
moon-time: 10.20 a.m. — [514, 372, 548, 380]
item-price: 2lb jar 1s — [97, 1152, 128, 1160]
inquest-heading: AUCKLAND INQUEST. — [448, 421, 521, 446]
moon-phase: Last quarter — [421, 348, 461, 356]
